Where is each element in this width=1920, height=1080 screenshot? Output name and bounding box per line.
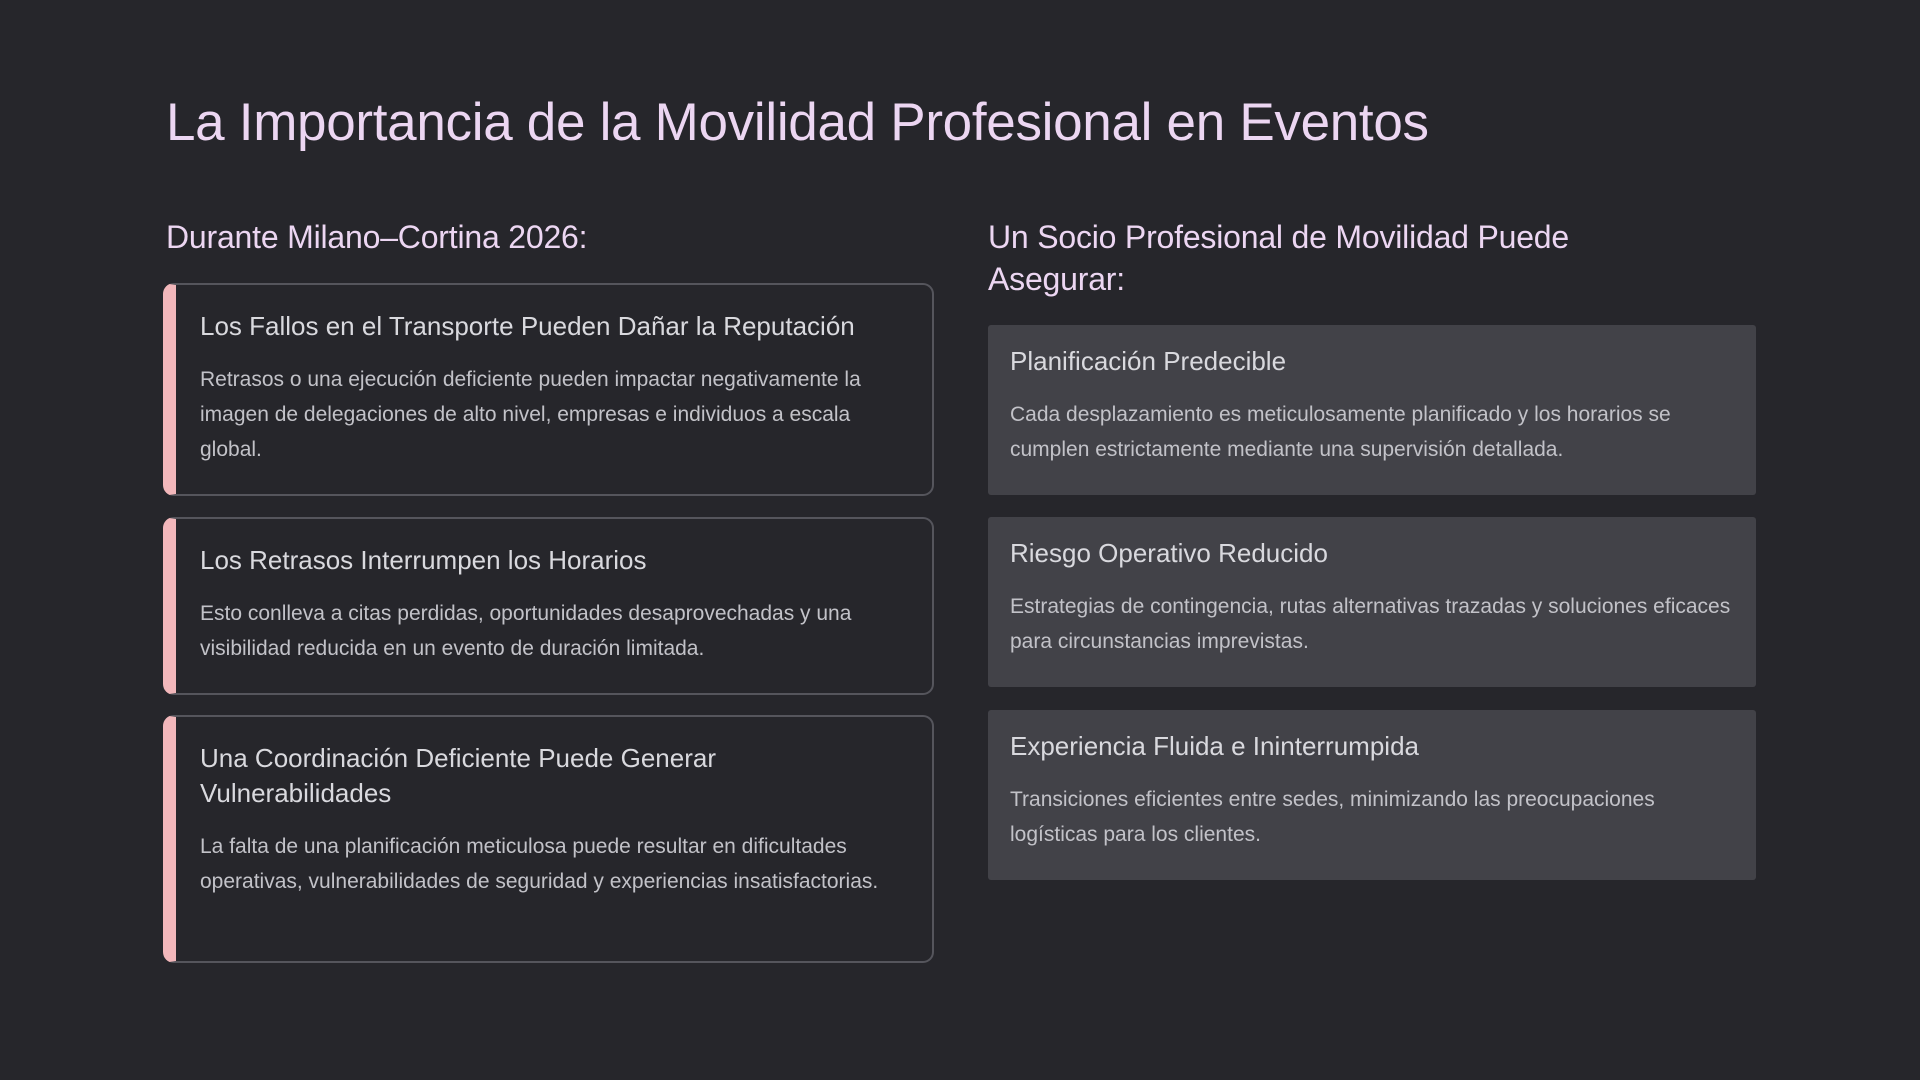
risk-card-title: Los Fallos en el Transporte Pueden Dañar la Reputación xyxy=(200,311,855,341)
risk-card-reputation xyxy=(163,283,934,496)
benefit-card-text: Estrategias de contingencia, rutas alternativas trazadas y soluciones eficaces para circunstancias imprevistas. xyxy=(1010,595,1731,653)
benefit-card-title: Experiencia Fluida e Ininterrumpida xyxy=(1010,731,1419,761)
risk-card-text: Esto conlleva a citas perdidas, oportunidades desaprovechadas y una visibilidad reducida en un evento de duración limitada. xyxy=(200,602,852,660)
benefit-card-experience xyxy=(988,710,1756,880)
benefit-card-planning xyxy=(988,325,1756,495)
benefit-card-title: Planificación Predecible xyxy=(1010,346,1287,376)
right-column-heading: Un Socio Profesional de Movilidad Puede Asegurar: xyxy=(988,219,1569,297)
risk-card-text: La falta de una planificación meticulosa puede resultar en dificultades operativas, vulnerabilidades de seguridad y experiencias insatisfactorias. xyxy=(200,835,879,893)
risk-card-title: Los Retrasos Interrumpen los Horarios xyxy=(200,545,647,575)
benefit-card-title: Riesgo Operativo Reducido xyxy=(1010,538,1328,568)
benefit-card-risk xyxy=(988,517,1756,687)
slide-title: La Importancia de la Movilidad Profesional en Eventos xyxy=(166,93,1429,152)
risk-card-title: Una Coordinación Deficiente Puede Generar Vulnerabilidades xyxy=(200,743,716,808)
risk-card-delays xyxy=(163,517,934,695)
risk-card-text: Retrasos o una ejecución deficiente pueden impactar negativamente la imagen de delegaciones de alto nivel, empresas e individuos a escala global. xyxy=(200,368,861,461)
benefit-card-text: Cada desplazamiento es meticulosamente planificado y los horarios se cumplen estrictamente mediante una supervisión detallada. xyxy=(1010,403,1671,461)
left-column-heading: Durante Milano–Cortina 2026: xyxy=(166,219,588,255)
risk-card-coordination xyxy=(163,715,934,963)
benefit-card-text: Transiciones eficientes entre sedes, minimizando las preocupaciones logísticas para los clientes. xyxy=(1010,788,1655,846)
